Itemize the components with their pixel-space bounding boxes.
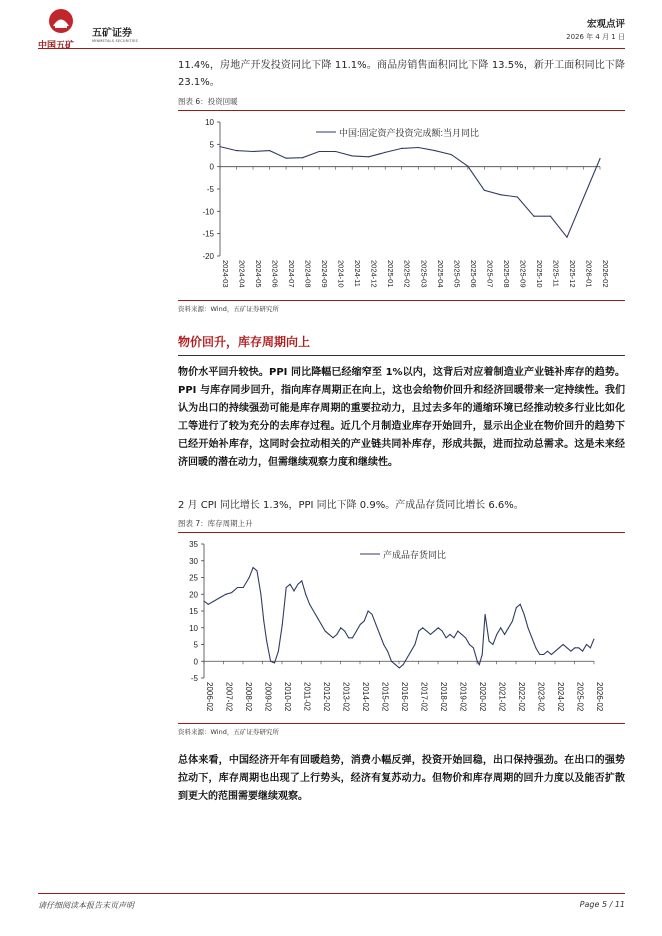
data-point xyxy=(352,637,353,638)
data-point xyxy=(566,237,567,238)
logo2-en: MINMETALS SECURITIES xyxy=(92,39,138,43)
data-point xyxy=(285,158,286,159)
x-tick-label: 2024-09 xyxy=(320,260,330,288)
figure7-bottom-rule xyxy=(178,723,625,724)
data-point xyxy=(438,627,439,628)
data-point xyxy=(208,604,209,605)
legend-label: 产成品存货同比 xyxy=(383,550,447,560)
figure6-title: 图表 6：投资回暖 xyxy=(178,97,238,106)
x-tick-label: 2014-02 xyxy=(361,682,370,712)
data-point xyxy=(430,634,431,635)
data-point xyxy=(482,654,483,655)
data-point xyxy=(492,644,493,645)
y-tick-label: 20 xyxy=(189,590,198,600)
data-point xyxy=(446,637,447,638)
data-point xyxy=(309,604,310,605)
y-tick-label: -5 xyxy=(190,674,198,683)
data-point xyxy=(379,634,380,635)
figure7-title: 图表 7：库存周期上升 xyxy=(178,519,253,528)
x-tick-label: 2021-02 xyxy=(497,682,507,712)
data-point xyxy=(500,194,501,195)
data-point xyxy=(567,647,568,648)
data-point xyxy=(442,631,443,632)
data-point xyxy=(219,146,220,147)
footer-rule xyxy=(38,893,625,894)
x-tick-label: 2025-12 xyxy=(567,260,577,288)
data-point xyxy=(496,634,497,635)
x-tick-label: 2024-04 xyxy=(237,260,247,288)
x-tick-label: 2015-02 xyxy=(380,682,390,712)
data-point xyxy=(252,151,253,152)
data-point xyxy=(524,614,525,615)
data-point xyxy=(582,651,583,652)
page-number: Page 5 / 11 xyxy=(579,900,625,909)
data-point xyxy=(290,584,291,585)
data-point xyxy=(570,651,571,652)
data-point xyxy=(282,624,283,625)
data-point xyxy=(399,667,400,668)
data-point xyxy=(418,631,419,632)
data-point xyxy=(401,148,402,149)
data-point xyxy=(550,216,551,217)
x-tick-label: 2025-03 xyxy=(419,260,429,288)
data-point xyxy=(266,641,267,642)
x-tick-label: 2026-02 xyxy=(595,682,604,712)
x-tick-label: 2022-02 xyxy=(517,682,526,712)
data-point xyxy=(335,151,336,152)
data-point xyxy=(599,158,600,159)
data-point xyxy=(387,651,388,652)
y-tick-label: 0 xyxy=(193,657,198,667)
header-rule xyxy=(38,48,625,49)
x-tick-label: 2018-02 xyxy=(439,682,448,712)
data-point xyxy=(253,567,254,568)
data-point xyxy=(319,151,320,152)
logo-name: 中国五矿 xyxy=(38,41,75,51)
data-point xyxy=(340,627,341,628)
data-point xyxy=(301,580,302,581)
y-tick-label: 10 xyxy=(189,623,198,633)
x-tick-label: 2006-02 xyxy=(205,682,214,712)
data-point xyxy=(520,604,521,605)
data-point xyxy=(504,634,505,635)
data-point xyxy=(484,190,485,191)
x-tick-label: 2024-06 xyxy=(270,260,280,288)
data-point xyxy=(348,637,349,638)
data-point xyxy=(333,637,334,638)
figure7-chart xyxy=(178,534,625,720)
x-tick-label: 2007-02 xyxy=(224,682,234,712)
x-tick-label: 2024-05 xyxy=(254,260,264,288)
data-point xyxy=(317,617,318,618)
minmetals-securities-logo xyxy=(92,24,138,43)
data-point xyxy=(203,600,204,601)
figure7-top-rule xyxy=(178,532,625,533)
data-point xyxy=(451,154,452,155)
data-point xyxy=(414,644,415,645)
data-point xyxy=(403,664,404,665)
x-tick-label: 2025-01 xyxy=(386,260,396,288)
figure6-bottom-rule xyxy=(178,300,625,301)
data-point xyxy=(302,157,303,158)
y-tick-label: 15 xyxy=(189,607,198,616)
x-tick-label: 2025-09 xyxy=(518,260,528,288)
x-tick-label: 2017-02 xyxy=(419,682,429,712)
data-point xyxy=(485,614,486,615)
data-point xyxy=(225,594,226,595)
data-point xyxy=(489,641,490,642)
data-point xyxy=(297,584,298,585)
cmn-logo xyxy=(38,8,84,52)
x-tick-label: 2020-02 xyxy=(478,682,487,712)
figure6-source: 资料来源：Wind，五矿证券研究所 xyxy=(178,305,279,313)
figure7-source: 资料来源：Wind，五矿证券研究所 xyxy=(178,728,279,736)
cmn-emblem-icon xyxy=(48,8,74,34)
data-point xyxy=(551,654,552,655)
x-tick-label: 2009-02 xyxy=(263,682,273,712)
data-point xyxy=(517,196,518,197)
data-point xyxy=(237,587,238,588)
x-tick-label: 2024-10 xyxy=(336,260,346,288)
legend-label: 中国:固定资产投资完成额:当月同比 xyxy=(339,128,480,138)
data-point xyxy=(305,594,306,595)
data-point xyxy=(543,654,544,655)
x-tick-label: 2024-07 xyxy=(287,260,297,288)
x-tick-label: 2025-02 xyxy=(575,682,585,712)
intro-paragraph: 11.4%，房地产开发投资同比下降 11.1%。商品房销售面积同比下降 13.5%，新开工面积同比下降 23.1%。 xyxy=(178,60,625,88)
y-tick-label: 35 xyxy=(189,540,198,549)
data-point xyxy=(344,631,345,632)
data-point xyxy=(418,147,419,148)
data-point xyxy=(329,634,330,635)
x-tick-label: 2025-08 xyxy=(501,260,511,288)
x-tick-label: 2008-02 xyxy=(244,682,253,712)
data-point xyxy=(274,662,275,663)
x-tick-label: 2011-02 xyxy=(302,682,312,711)
section-paragraph-2: 2 月 CPI 同比增长 1.3%，PPI 同比下降 0.9%。产成品存货同比增长 6.6%。 xyxy=(178,500,524,511)
data-point xyxy=(469,644,470,645)
data-point xyxy=(336,634,337,635)
x-tick-label: 2024-03 xyxy=(221,260,230,288)
y-tick-label: 0 xyxy=(209,162,214,172)
data-point xyxy=(422,627,423,628)
x-tick-label: 2025-02 xyxy=(402,260,412,288)
data-point xyxy=(360,624,361,625)
x-tick-label: 2024-02 xyxy=(556,682,565,712)
logo2-cn: 五矿证券 xyxy=(92,28,132,39)
x-tick-label: 2013-02 xyxy=(341,682,351,712)
data-point xyxy=(375,624,376,625)
section-rule xyxy=(178,355,625,356)
data-point xyxy=(256,570,257,571)
data-point xyxy=(231,592,232,593)
data-point xyxy=(453,637,454,638)
data-point xyxy=(391,661,392,662)
data-point xyxy=(383,644,384,645)
footer-disclaimer: 请仔细阅读本报告末页声明 xyxy=(38,901,134,910)
section-label: 宏观点评 xyxy=(586,19,625,30)
data-point xyxy=(321,624,322,625)
data-point xyxy=(533,216,534,217)
report-date: 2026 年 4 月 1 日 xyxy=(566,33,625,41)
data-point xyxy=(368,611,369,612)
y-tick-label: 5 xyxy=(209,140,214,150)
x-tick-label: 2016-02 xyxy=(400,682,409,712)
data-point xyxy=(243,587,244,588)
data-point xyxy=(555,651,556,652)
data-point xyxy=(465,637,466,638)
data-point xyxy=(563,644,564,645)
series-line-fixed-asset-investment xyxy=(220,147,600,238)
data-point xyxy=(512,621,513,622)
data-point xyxy=(411,651,412,652)
series-line-finished-goods-inventory xyxy=(204,568,594,668)
y-tick-label: -5 xyxy=(206,185,214,194)
x-tick-label: 2010-02 xyxy=(283,682,292,712)
x-tick-label: 2023-02 xyxy=(536,682,546,712)
data-point xyxy=(278,651,279,652)
data-point xyxy=(578,647,579,648)
section-heading: 物价回升，库存周期向上 xyxy=(178,335,311,349)
data-point xyxy=(407,657,408,658)
data-point xyxy=(516,607,517,608)
data-point xyxy=(368,156,369,157)
data-point xyxy=(325,631,326,632)
x-tick-label: 2024-08 xyxy=(303,260,313,288)
data-point xyxy=(395,664,396,665)
data-point xyxy=(535,647,536,648)
data-point xyxy=(385,152,386,153)
data-point xyxy=(574,647,575,648)
y-tick-label: 10 xyxy=(205,118,214,127)
x-tick-label: 2019-02 xyxy=(458,682,468,712)
data-point xyxy=(457,631,458,632)
data-point xyxy=(547,651,548,652)
data-point xyxy=(294,590,295,591)
x-tick-label: 2025-06 xyxy=(468,260,478,288)
data-point xyxy=(477,661,478,662)
data-point xyxy=(356,631,357,632)
data-point xyxy=(313,611,314,612)
data-point xyxy=(508,627,509,628)
x-tick-label: 2024-11 xyxy=(353,260,363,287)
data-point xyxy=(286,587,287,588)
y-tick-label: -20 xyxy=(202,252,214,261)
data-point xyxy=(352,155,353,156)
x-tick-label: 2025-04 xyxy=(435,260,445,288)
data-point xyxy=(473,647,474,648)
data-point xyxy=(249,577,250,578)
x-tick-label: 2026-02 xyxy=(601,260,610,288)
data-point xyxy=(531,637,532,638)
data-point xyxy=(586,644,587,645)
x-tick-label: 2025-10 xyxy=(534,260,544,288)
data-point xyxy=(467,166,468,167)
data-point xyxy=(500,627,501,628)
data-point xyxy=(214,600,215,601)
data-point xyxy=(450,634,451,635)
data-point xyxy=(260,594,261,595)
data-point xyxy=(593,639,594,640)
data-point xyxy=(559,647,560,648)
y-tick-label: -15 xyxy=(202,229,214,239)
y-tick-label: 5 xyxy=(193,640,198,650)
data-point xyxy=(364,621,365,622)
data-point xyxy=(539,654,540,655)
x-tick-label: 2025-07 xyxy=(485,260,495,288)
data-point xyxy=(583,197,584,198)
data-point xyxy=(426,631,427,632)
conclusion-paragraph: 总体来看，中国经济开年有回暖趋势，消费小幅反弹，投资开始回稳，出口保持强劲。在出口的强势拉动下，库存周期也出现了上行势头，经济有复苏动力。但物价和库存周期的回升力度以及能否扩散到更大的范围需要继续观察。 xyxy=(178,755,625,802)
data-point xyxy=(236,150,237,151)
data-point xyxy=(269,150,270,151)
data-point xyxy=(263,621,264,622)
data-point xyxy=(590,647,591,648)
data-point xyxy=(434,631,435,632)
x-tick-label: 2026-01 xyxy=(584,260,594,288)
data-point xyxy=(434,150,435,151)
x-tick-label: 2025-11 xyxy=(551,260,561,287)
figure6-chart xyxy=(178,112,625,298)
x-tick-label: 2024-12 xyxy=(369,260,379,288)
y-tick-label: 30 xyxy=(189,556,198,566)
data-point xyxy=(461,634,462,635)
data-point xyxy=(528,627,529,628)
data-point xyxy=(219,597,220,598)
data-point xyxy=(270,661,271,662)
data-point xyxy=(479,664,480,665)
data-point xyxy=(372,614,373,615)
x-tick-label: 2012-02 xyxy=(322,682,331,712)
y-tick-label: 25 xyxy=(189,573,198,583)
section-paragraph-1: 物价水平回升较快。PPI 同比降幅已经缩窄至 1%以内，这背后对应着制造业产业链补库存的趋势。PPI 与库存同步回升，指向库存周期正在向上，这也会给物价回升和经济回暖带来一定持续性。我们认为出口的持续强劲可能是库存周期的重要拉动力，且过去多年的通缩环境已经推动较多行业比如化工等进行了较为充分的去库存过程。近几个月制造业库存开始回升，显示出企业在物价回升的趋势下已经开始补库存，这同时会拉动相关的产业链共同补库存，形成共振，进而拉动总需求。这是未来经济回暖的潜在动力，但需继续观察力度和继续性。 xyxy=(178,367,625,468)
y-tick-label: -10 xyxy=(202,207,214,217)
x-tick-label: 2025-05 xyxy=(452,260,462,288)
figure6-top-rule xyxy=(178,110,625,111)
